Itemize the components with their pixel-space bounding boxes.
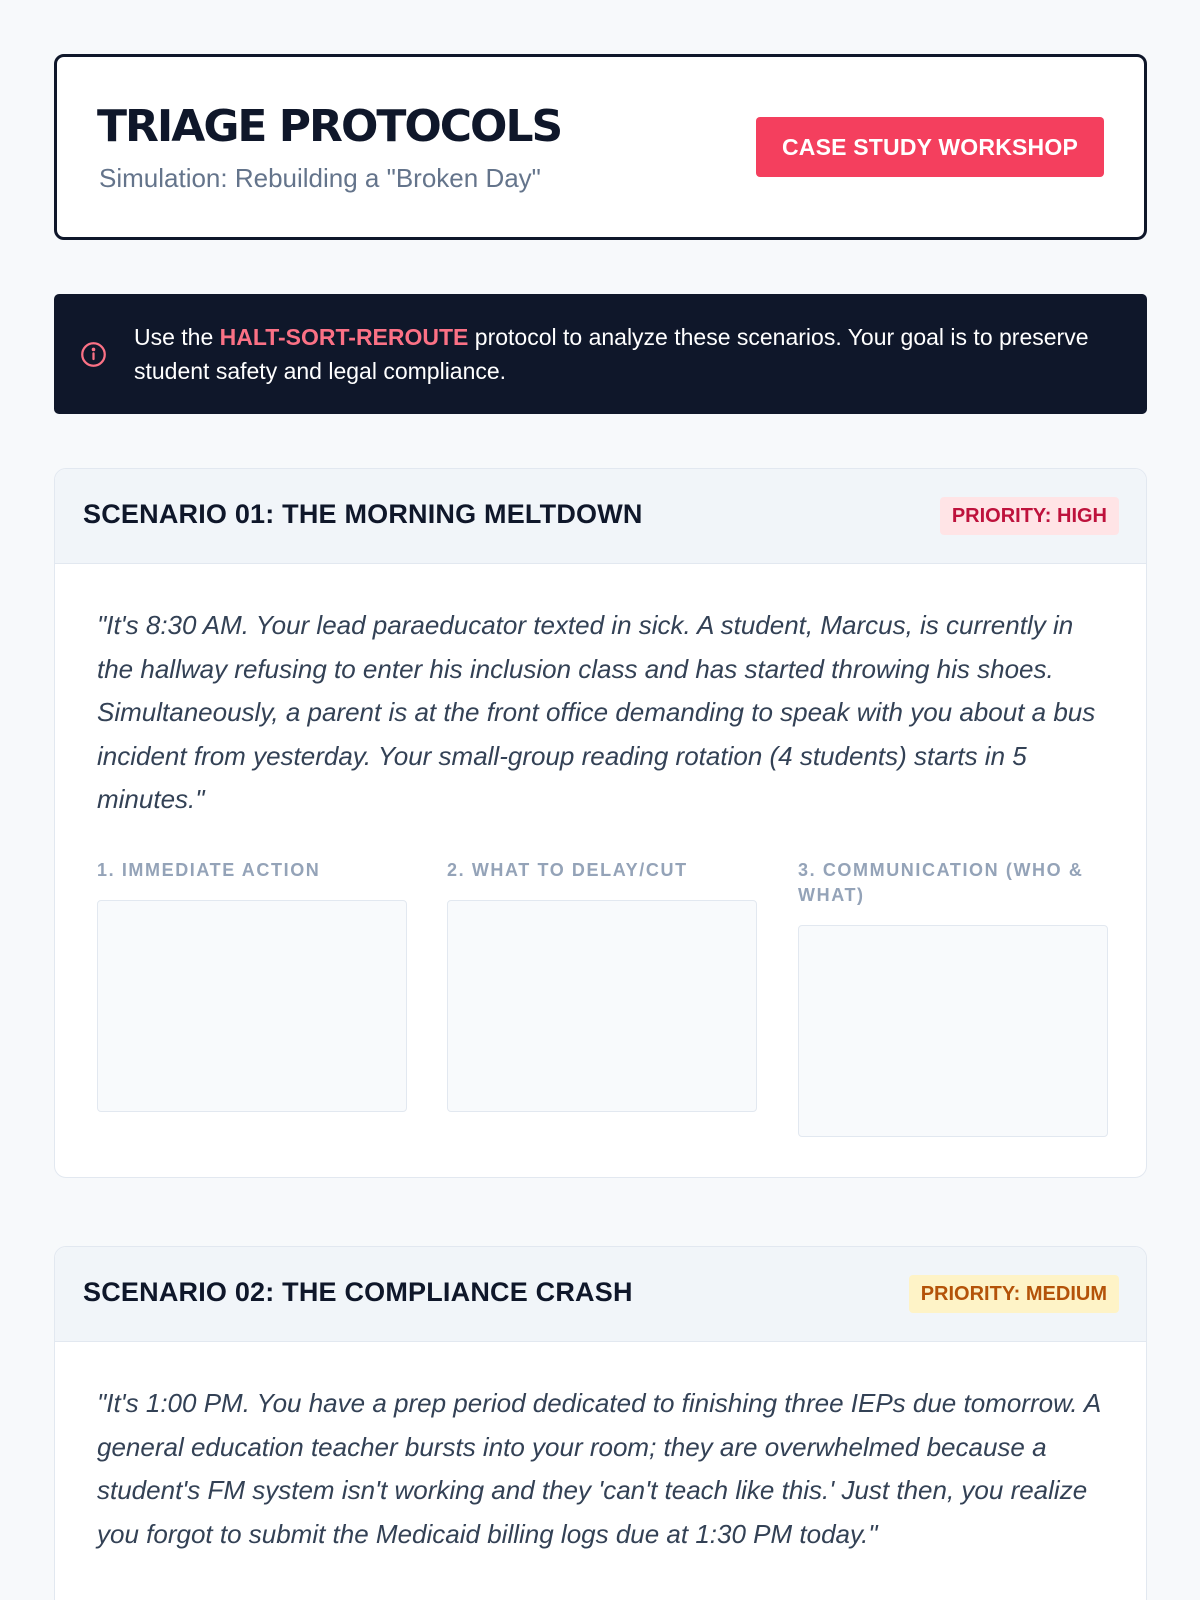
header-card bbox=[54, 54, 1147, 240]
immediate-action-input[interactable] bbox=[97, 900, 407, 1112]
scenario-title: SCENARIO 01: THE MORNING MELTDOWN bbox=[83, 499, 643, 529]
scenario-quote: "It's 1:00 PM. You have a prep period dedicated to finishing three IEPs due tomorrow. A general education teacher bursts into your room; they are overwhelmed because a student's FM system isn't working and they 'can't teach like this.' Just then, you realize you forgot to submit the Medicaid billing logs due at 1:30 PM today." bbox=[97, 1388, 1101, 1549]
response-column-delay-cut bbox=[447, 858, 757, 1112]
delay-cut-input[interactable] bbox=[447, 900, 757, 1112]
response-label: 3. COMMUNICATION (WHO & WHAT) bbox=[798, 859, 1084, 905]
protocol-name: HALT-SORT-REROUTE bbox=[219, 324, 469, 350]
scenario-card bbox=[54, 468, 1147, 1178]
communication-input[interactable] bbox=[798, 925, 1108, 1137]
case-study-workshop-button[interactable]: CASE STUDY WORKSHOP bbox=[756, 117, 1104, 177]
scenario-header bbox=[55, 469, 1146, 564]
scenario-card bbox=[54, 1246, 1147, 1600]
info-text bbox=[134, 320, 1094, 388]
response-column-immediate-action bbox=[97, 858, 407, 1112]
info-text-before: Use the bbox=[134, 324, 220, 350]
page-title: TRIAGE PROTOCOLS bbox=[97, 101, 562, 152]
priority-badge: PRIORITY: HIGH bbox=[940, 497, 1119, 535]
response-column-communication bbox=[798, 858, 1108, 1137]
scenario-header bbox=[55, 1247, 1146, 1342]
response-grid bbox=[97, 858, 1104, 1158]
response-label: 2. WHAT TO DELAY/CUT bbox=[447, 859, 688, 880]
response-label: 1. IMMEDIATE ACTION bbox=[97, 859, 321, 880]
page-subtitle: Simulation: Rebuilding a "Broken Day" bbox=[99, 163, 541, 193]
scenario-body bbox=[55, 1342, 1146, 1556]
scenario-title: SCENARIO 02: THE COMPLIANCE CRASH bbox=[83, 1277, 633, 1307]
scenario-quote: "It's 8:30 AM. Your lead paraeducator texted in sick. A student, Marcus, is currently in the hallway refusing to enter his inclusion class and has started throwing his shoes. Simultaneously, a parent is at the front office demanding to speak with you about a bus incident from yesterday. Your small-group reading rotation (4 students) starts in 5 minutes." bbox=[97, 610, 1096, 814]
info-banner bbox=[54, 294, 1147, 414]
info-circle-icon bbox=[80, 341, 107, 368]
info-text-after: protocol to analyze these scenarios. Your goal is to preserve student safety and legal compliance. bbox=[134, 324, 1089, 384]
scenario-body bbox=[55, 564, 1146, 1158]
priority-badge: PRIORITY: MEDIUM bbox=[909, 1275, 1119, 1313]
